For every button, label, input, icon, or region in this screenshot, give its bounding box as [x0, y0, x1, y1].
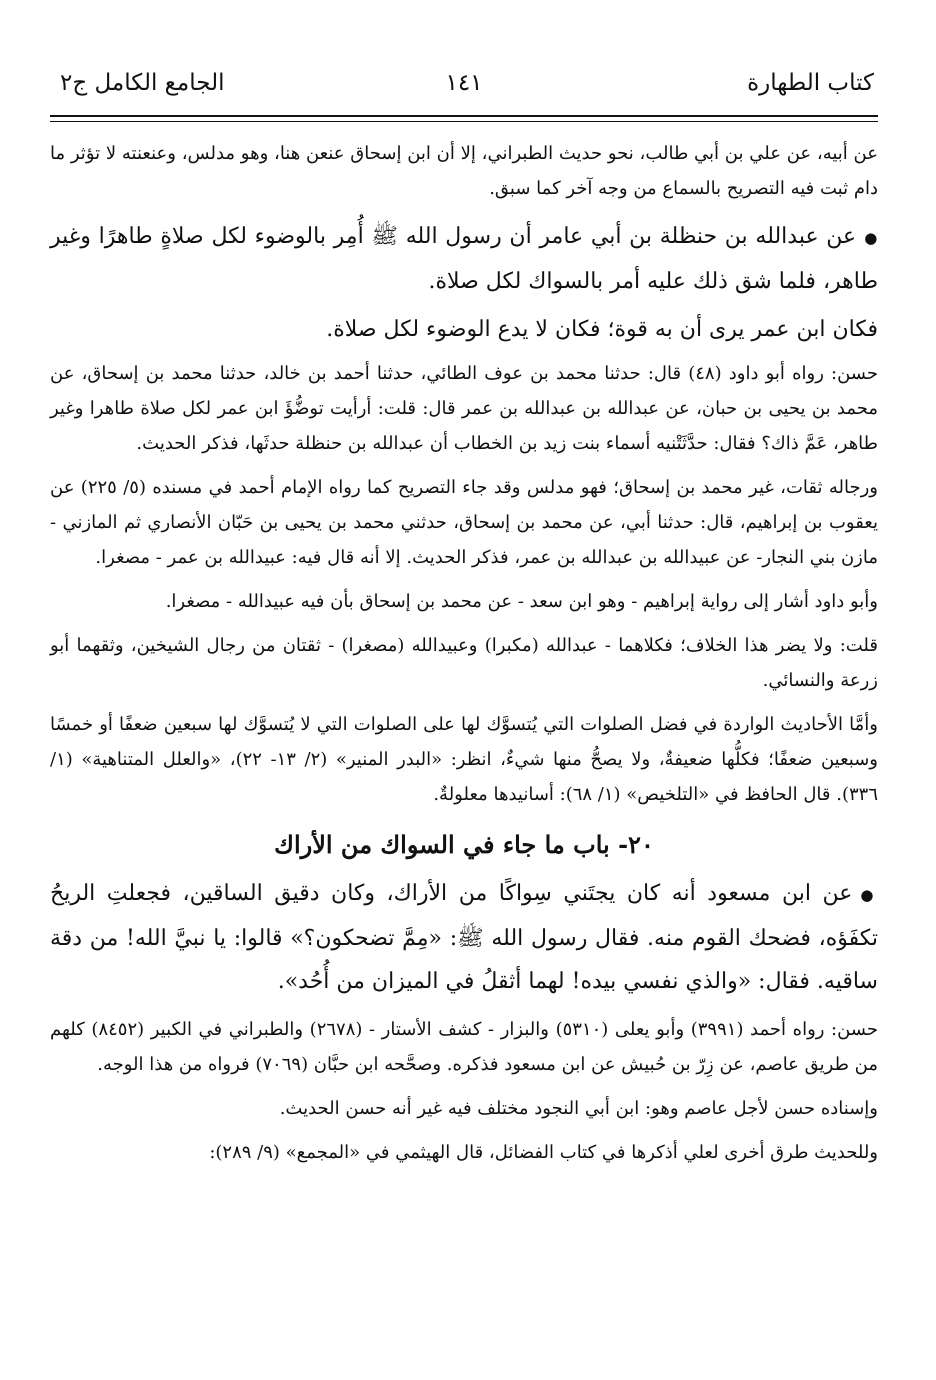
page-body	[50, 136, 878, 1170]
running-header	[50, 70, 878, 110]
volume-title: الجامع الكامل ج٢	[60, 70, 225, 96]
hadith-text-continued: فكان ابن عمر يرى أن به قوة؛ فكان لا يدع الوضوء لكل صلاة.	[326, 317, 878, 342]
commentary-paragraph: قلت: ولا يضر هذا الخلاف؛ فكلاهما - عبدالله (مكبرا) وعبيدالله (مصغرا) - ثقتان من رجال الشيخين، وثقهما أبو زرعة والنسائي.	[50, 635, 878, 691]
commentary-paragraph: ورجاله ثقات، غير محمد بن إسحاق؛ فهو مدلس وقد جاء التصريح كما رواه الإمام أحمد في مسنده (٥/ ٢٢٥) عن يعقوب بن إبراهيم، قال: حدثنا أبي، عن محمد بن إسحاق، حدثني محمد بن يحيى بن حَبّان الأنصاري ثم المازني - مازن بني النجار- عن عبيدالله بن عبدالله بن عمر، فذكر الحديث. إلا أنه قال فيه: عبيدالله بن عمر - مصغرا.	[50, 477, 878, 568]
page-number: ١٤١	[445, 70, 483, 96]
commentary-paragraph: وللحديث طرق أخرى لعلي أذكرها في كتاب الفضائل، قال الهيثمي في «المجمع» (٩/ ٢٨٩):	[209, 1142, 878, 1163]
book-page	[50, 0, 878, 1380]
commentary-paragraph: وأمَّا الأحاديث الواردة في فضل الصلوات التي يُتسوَّك لها على الصلوات التي لا يُتسوَّك لها سبعين ضعفًا أو خمسًا وسبعين ضعفًا؛ فكلُّها ضعيفةٌ، ولا يصحُّ منها شيءٌ، انظر: «البدر المنير» (٢/ ١٣- ٢٢)، «والعلل المتناهية» (١/ ٣٣٦). قال الحافظ في «التلخيص» (١/ ٦٨): أسانيدها معلولةٌ.	[50, 714, 878, 805]
hadith-text: ● عن ابن مسعود أنه كان يجتَني سِواكًا من الأراك، وكان دقيق الساقين، فجعلتِ الريحُ تكفَؤه، فضحك القوم منه. فقال رسول الله ﷺ: «مِمَّ تضحكون؟» قالوا: يا نبيَّ الله! من دقة ساقيه. فقال: «والذي نفسي بيده! لهما أثقلُ في الميزان من أُحُد».	[50, 872, 878, 1003]
chapter-heading: ٢٠- باب ما جاء في السواك من الأراك	[274, 830, 654, 859]
commentary-paragraph: عن أبيه، عن علي بن أبي طالب، نحو حديث الطبراني، إلا أن ابن إسحاق عنعن هنا، وهو مدلس، وعنعنته لا تؤثر ما دام ثبت فيه التصريح بالسماع من وجه آخر كما سبق.	[50, 143, 878, 199]
book-title: كتاب الطهارة	[747, 70, 874, 96]
header-rule-thin	[50, 121, 878, 122]
header-rule-thick	[50, 115, 878, 117]
hadith-text: ● عن عبدالله بن حنظلة بن أبي عامر أن رسول الله ﷺ أُمِر بالوضوء لكل صلاةٍ طاهرًا وغير طاهر، فلما شق ذلك عليه أمر بالسواك لكل صلاة.	[50, 215, 878, 303]
commentary-paragraph: وأبو داود أشار إلى رواية إبراهيم - وهو ابن سعد - عن محمد بن إسحاق بأن فيه عبيدالله - مصغرا.	[165, 591, 878, 612]
takhrij-paragraph: حسن: رواه أحمد (٣٩٩١) وأبو يعلى (٥٣١٠) والبزار - كشف الأستار - (٢٦٧٨) والطبراني في الكبير (٨٤٥٢) كلهم من طريق عاصم، عن زِرّ بن حُبيش عن ابن مسعود فذكره. وصحَّحه ابن حبَّان (٧٠٦٩) فرواه من هذا الوجه.	[50, 1019, 878, 1075]
commentary-paragraph: وإسناده حسن لأجل عاصم وهو: ابن أبي النجود مختلف فيه غير أنه حسن الحديث.	[279, 1098, 878, 1119]
takhrij-paragraph: حسن: رواه أبو داود (٤٨) قال: حدثنا محمد بن عوف الطائي، حدثنا أحمد بن خالد، حدثنا محمد بن إسحاق، عن محمد بن يحيى بن حبان، عن عبدالله بن عبدالله بن عمر قال: قلت: أرأيت توضُّؤَ ابن عمر لكل صلاة طاهرا وغير طاهر، عَمَّ ذاك؟ فقال: حدَّثَتْنيه أسماء بنت زيد بن الخطاب أن عبدالله بن حنظلة حدثَها، فذكر الحديث.	[50, 363, 878, 454]
